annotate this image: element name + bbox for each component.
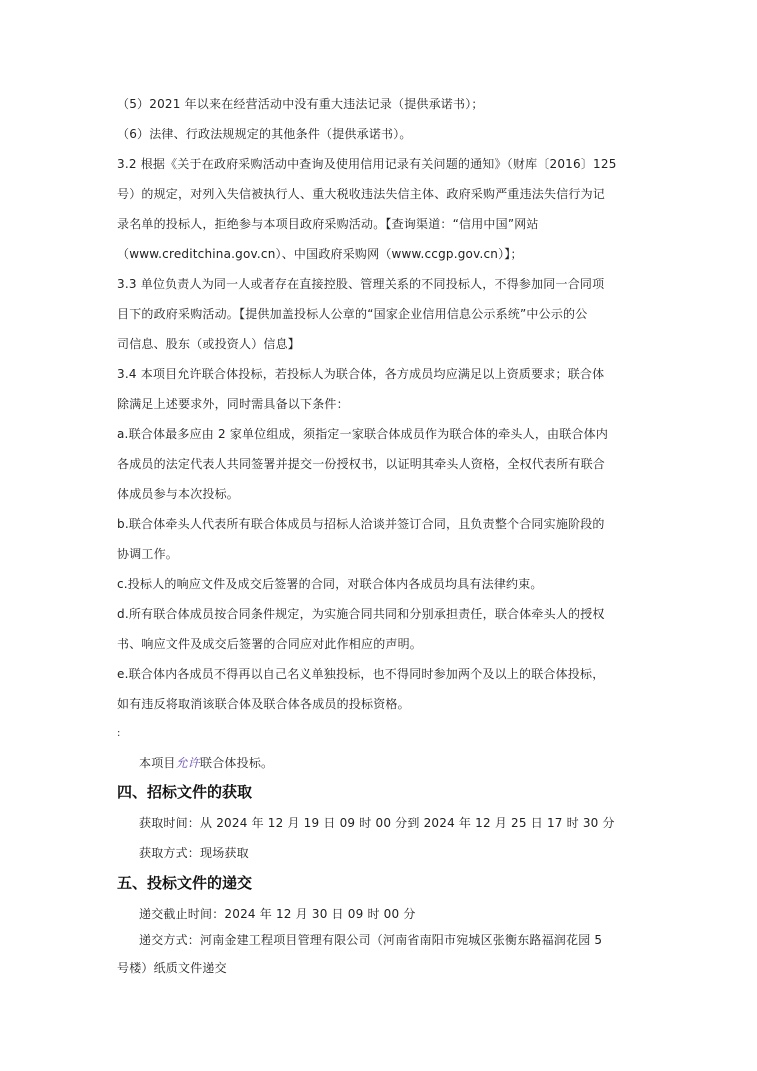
submit-method-line2: 号楼）纸质文件递交 xyxy=(117,961,227,975)
text-line: a.联合体最多应由 2 家单位组成，须指定一家联合体成员作为联合体的牵头人，由联合体内 xyxy=(117,427,609,441)
text-line: （6）法律、行政法规规定的其他条件（提供承诺书）。 xyxy=(117,127,412,141)
text-line: b.联合体牵头人代表所有联合体成员与招标人洽谈并签订合同，且负责整个合同实施阶段的 xyxy=(117,517,605,531)
section-4-heading: 四、招标文件的获取 xyxy=(117,783,253,801)
text-line: 3.3 单位负责人为同一人或者存在直接控股、管理关系的不同投标人，不得参加同一合同项 xyxy=(117,277,605,291)
section-5-heading: 五、投标文件的递交 xyxy=(117,874,253,892)
acquire-method: 获取方式：现场获取 xyxy=(139,846,249,860)
text-line: （www.creditchina.gov.cn）、中国政府采购网（www.ccgp.gov.cn）】； xyxy=(117,247,523,261)
submit-deadline: 递交截止时间：2024 年 12 月 30 日 09 时 00 分 xyxy=(139,907,416,921)
text-line: 协调工作。 xyxy=(117,547,179,561)
colon-mark: : xyxy=(117,728,121,739)
text-line: 体成员参与本次投标。 xyxy=(117,487,240,501)
text-line: 如有违反将取消该联合体及联合体各成员的投标资格。 xyxy=(117,697,410,711)
joint-emphasis: 允许 xyxy=(175,756,201,770)
text-line: 号）的规定，对列入失信被执行人、重大税收违法失信主体、政府采购严重违法失信行为记 xyxy=(117,187,606,201)
submit-method-line1: 递交方式：河南金建工程项目管理有限公司（河南省南阳市宛城区张衡东路福润花园 5 xyxy=(139,933,603,947)
text-line: e.联合体内各成员不得再以自己名义单独投标，也不得同时参加两个及以上的联合体投标， xyxy=(117,667,605,681)
text-line: 录名单的投标人，拒绝参与本项目政府采购活动。【查询渠道：“信用中国”网站 xyxy=(117,217,539,231)
text-line: 目下的政府采购活动。【提供加盖投标人公章的“国家企业信用信息公示系统”中公示的公 xyxy=(117,307,588,321)
text-line: 各成员的法定代表人共同签署并提交一份授权书，以证明其牵头人资格，全权代表所有联合 xyxy=(117,457,606,471)
text-line: 3.4 本项目允许联合体投标，若投标人为联合体，各方成员均应满足以上资质要求；联合体 xyxy=(117,367,605,381)
text-line: 3.2 根据《关于在政府采购活动中查询及使用信用记录有关问题的通知》（财库〔2016〕125 xyxy=(117,157,617,171)
joint-suffix: 联合体投标。 xyxy=(200,756,274,770)
text-line: d.所有联合体成员按合同条件规定，为实施合同共同和分别承担责任，联合体牵头人的授权 xyxy=(117,607,605,621)
text-line: 除满足上述要求外，同时需具备以下条件： xyxy=(117,397,349,411)
joint-prefix: 本项目 xyxy=(139,756,176,770)
text-line: c.投标人的响应文件及成交后签署的合同，对联合体内各成员均具有法律约束。 xyxy=(117,577,543,591)
text-line: 书、响应文件及成交后签署的合同应对此作相应的声明。 xyxy=(117,637,423,651)
joint-bid-statement xyxy=(139,748,669,778)
text-line: 司信息、股东（或投资人）信息】 xyxy=(117,337,301,351)
acquire-time: 获取时间：从 2024 年 12 月 19 日 09 时 00 分到 2024 年 12 月 25 日 17 时 30 分 xyxy=(139,816,615,830)
text-line: （5）2021 年以来在经营活动中没有重大违法记录（提供承诺书）； xyxy=(117,97,484,111)
